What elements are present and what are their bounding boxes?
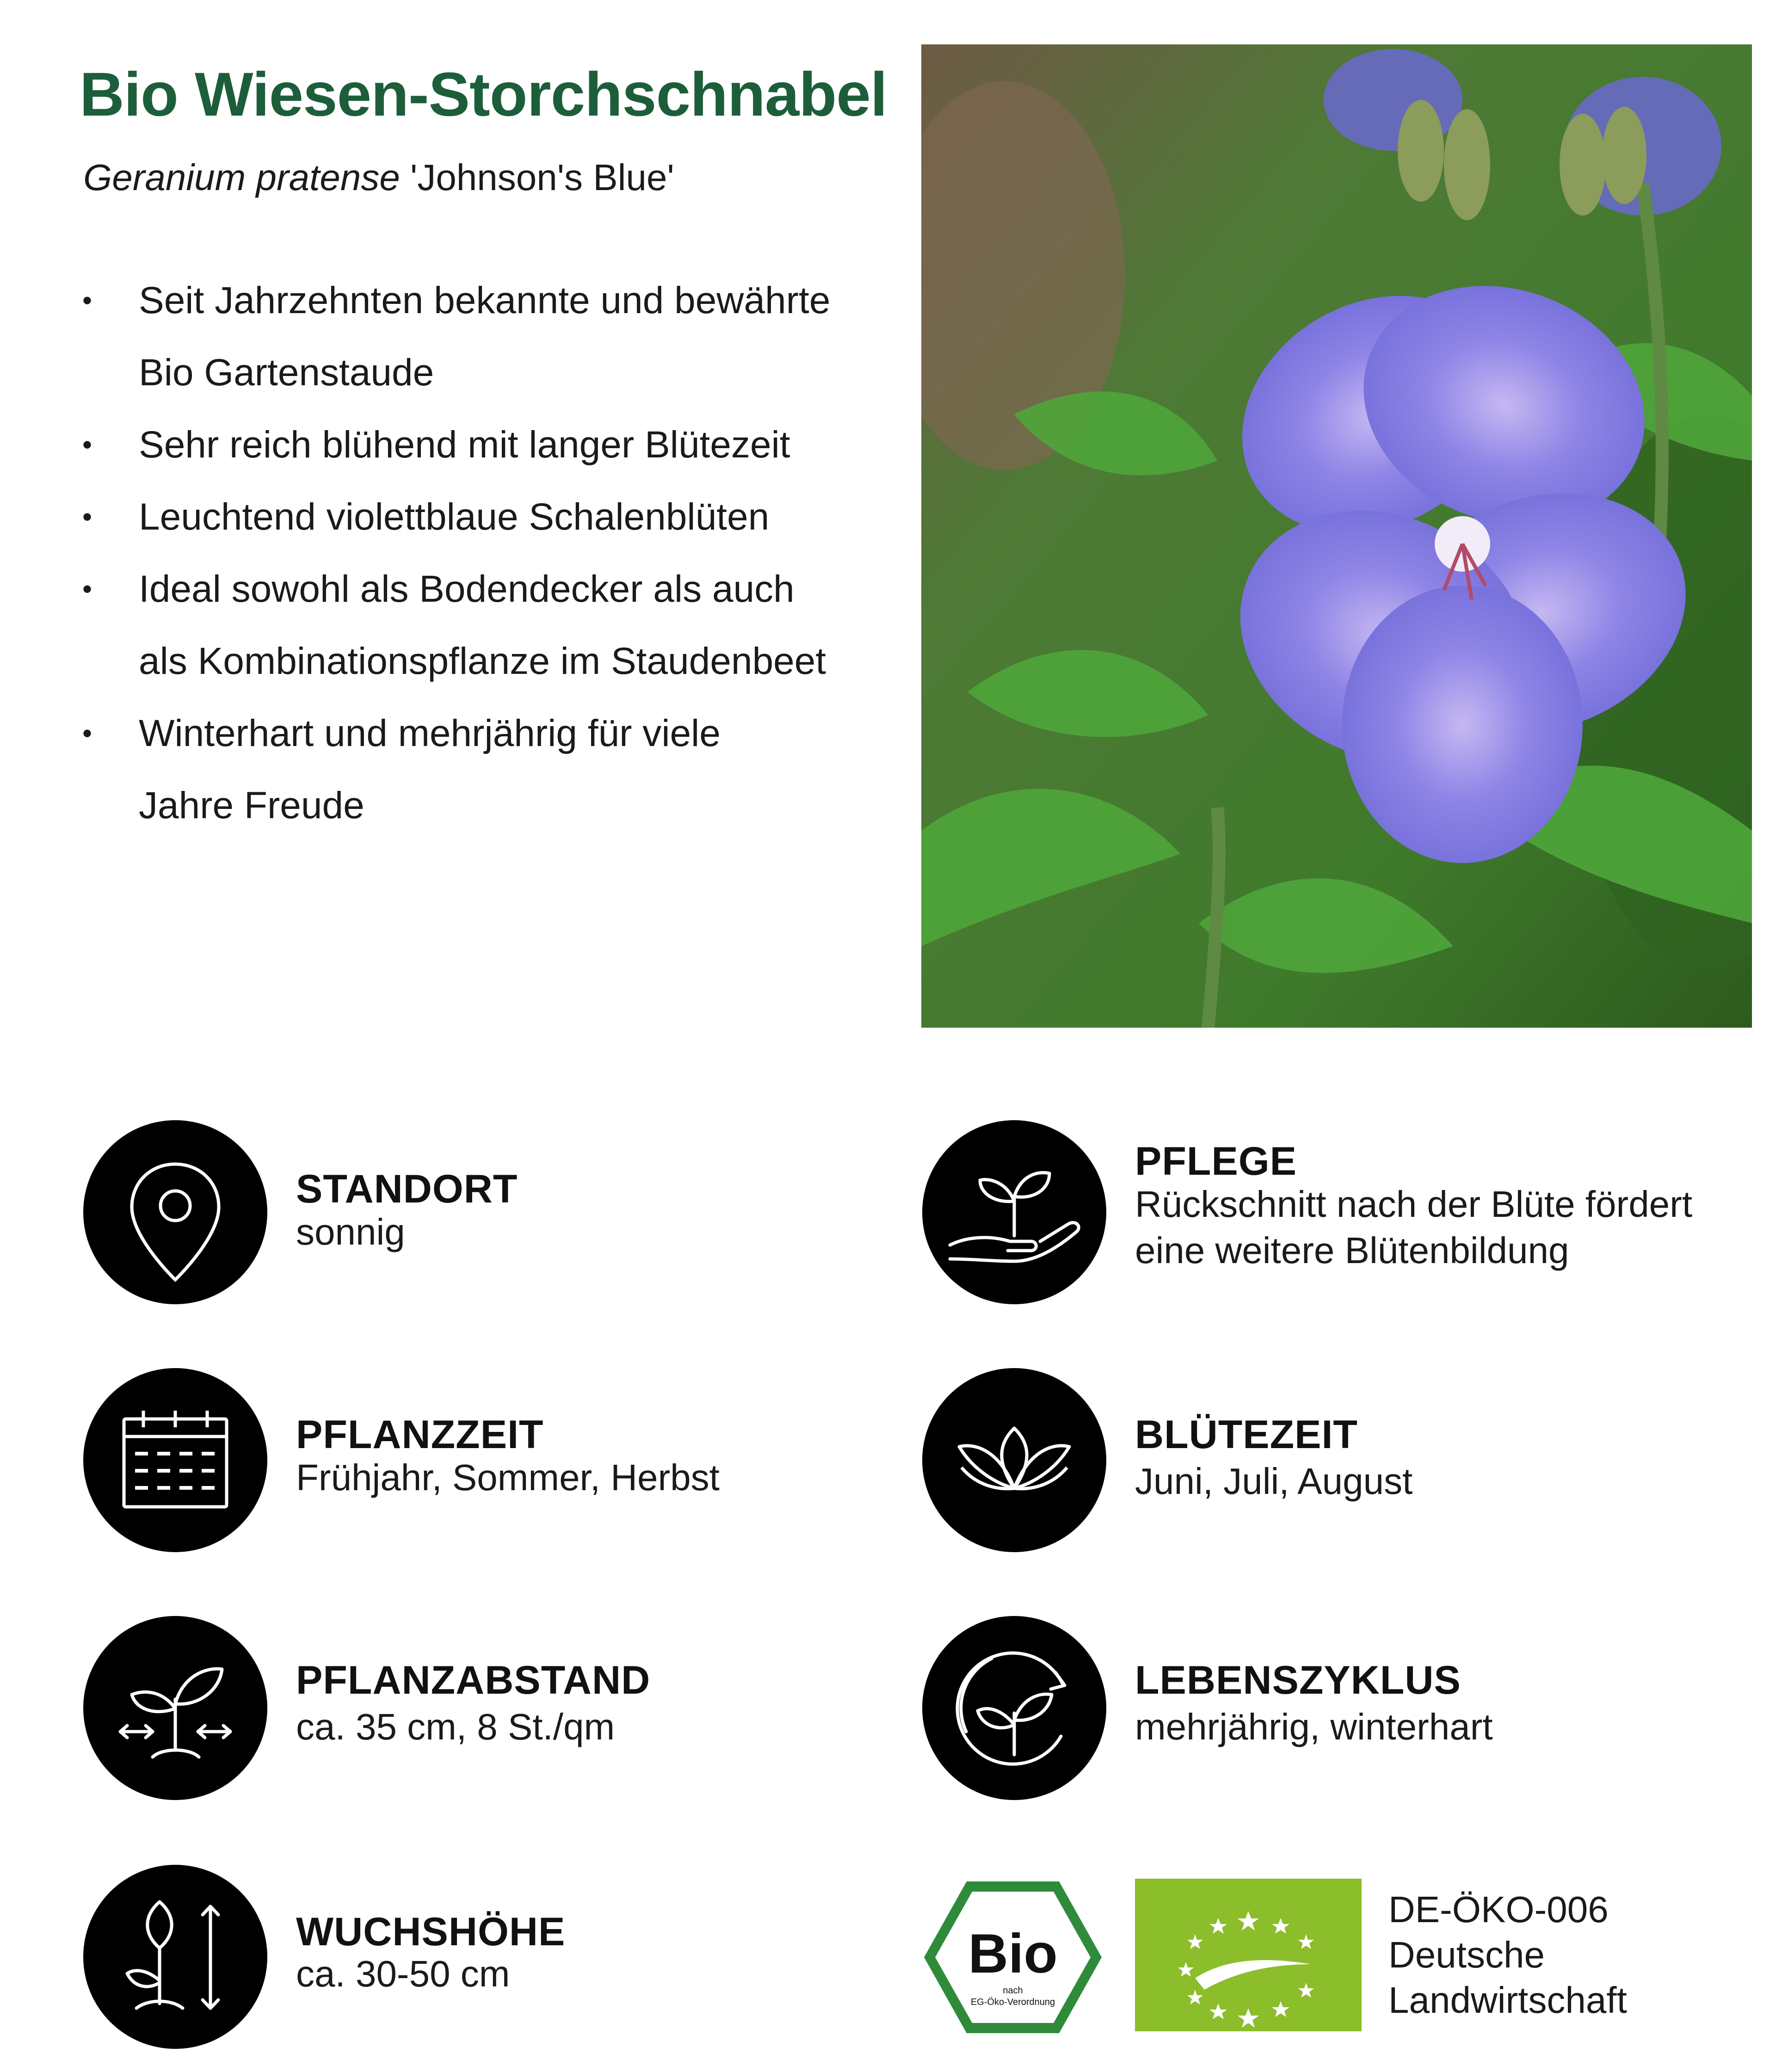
list-item: • Leuchtend violettblaue Schalenblüten <box>79 481 893 553</box>
feature-value: Frühjahr, Sommer, Herbst <box>296 1457 720 1498</box>
hand-seedling-icon <box>922 1120 1106 1304</box>
feature-label: STANDORT <box>296 1167 518 1211</box>
feature-value: Rückschnitt nach der Blüte fördert <box>1135 1184 1693 1225</box>
plant-spacing-icon <box>83 1616 267 1800</box>
calendar-icon <box>83 1368 267 1552</box>
feature-pflanzzeit <box>83 1368 870 1553</box>
list-item: • Seit Jahrzehnten bekannte und bewährte Bio Gartenstaude <box>79 265 832 409</box>
bio-seal-logo <box>920 1878 1105 2037</box>
feature-bluetezeit <box>922 1368 1755 1553</box>
bullet-dot: • <box>82 501 92 532</box>
bio-seal-line1: nach <box>1003 1986 1023 1996</box>
bio-seal-line2: EG-Öko-Verordnung <box>970 1997 1055 2007</box>
feature-label: PFLANZZEIT <box>296 1412 544 1457</box>
certification-origin-1: Deutsche <box>1388 1934 1545 1975</box>
product-photo <box>921 44 1752 1028</box>
feature-value: eine weitere Blütenbildung <box>1135 1230 1569 1271</box>
lotus-flower-icon <box>922 1368 1106 1552</box>
feature-bullet-list <box>79 265 893 842</box>
certification-text <box>1388 1887 1627 2023</box>
feature-standort <box>83 1120 870 1305</box>
feature-label: LEBENSZYKLUS <box>1135 1658 1461 1702</box>
bullet-dot: • <box>82 718 92 749</box>
page-title: Bio Wiesen-Storchschnabel <box>80 60 887 129</box>
list-item: • Sehr reich blühend mit langer Blütezeit <box>79 409 893 481</box>
feature-lebenszyklus <box>922 1616 1755 1801</box>
feature-pflanzabstand <box>83 1616 870 1801</box>
location-pin-icon <box>83 1120 267 1304</box>
eu-stars-leaf-icon <box>1135 1879 1362 2031</box>
feature-pflege <box>922 1120 1755 1305</box>
plant-height-icon <box>83 1865 267 2049</box>
feature-value: Juni, Juli, August <box>1135 1461 1413 1502</box>
feature-label: PFLEGE <box>1135 1139 1297 1184</box>
certification-code: DE-ÖKO-006 <box>1388 1889 1609 1930</box>
certification-origin-2: Landwirtschaft <box>1388 1980 1627 2021</box>
bio-seal-word: Bio <box>968 1923 1058 1985</box>
bullet-dot: • <box>82 285 92 316</box>
feature-value: sonnig <box>296 1211 405 1252</box>
botanical-name <box>83 156 674 199</box>
feature-value: ca. 30-50 cm <box>296 1953 510 1994</box>
plant-cycle-icon <box>922 1616 1106 1800</box>
feature-label: BLÜTEZEIT <box>1135 1412 1358 1457</box>
feature-wuchshoehe <box>83 1865 870 2050</box>
list-item: • Ideal sowohl als Bodendecker als auch als Kombinationspflanze im Staudenbeet <box>79 553 832 697</box>
feature-value: ca. 35 cm, 8 St./qm <box>296 1706 615 1747</box>
geranium-flower-image <box>921 44 1752 1028</box>
bullet-dot: • <box>82 574 92 604</box>
feature-value: mehrjährig, winterhart <box>1135 1706 1493 1747</box>
cultivar-name: 'Johnson's Blue' <box>400 157 674 198</box>
feature-label: WUCHSHÖHE <box>296 1910 566 1954</box>
list-item: • Winterhart und mehrjährig für viele Jahre Freude <box>79 697 786 842</box>
bullet-dot: • <box>82 429 92 460</box>
feature-label: PFLANZABSTAND <box>296 1658 651 1702</box>
eu-organic-logo <box>1135 1879 1362 2031</box>
latin-name: Geranium pratense <box>83 157 400 198</box>
